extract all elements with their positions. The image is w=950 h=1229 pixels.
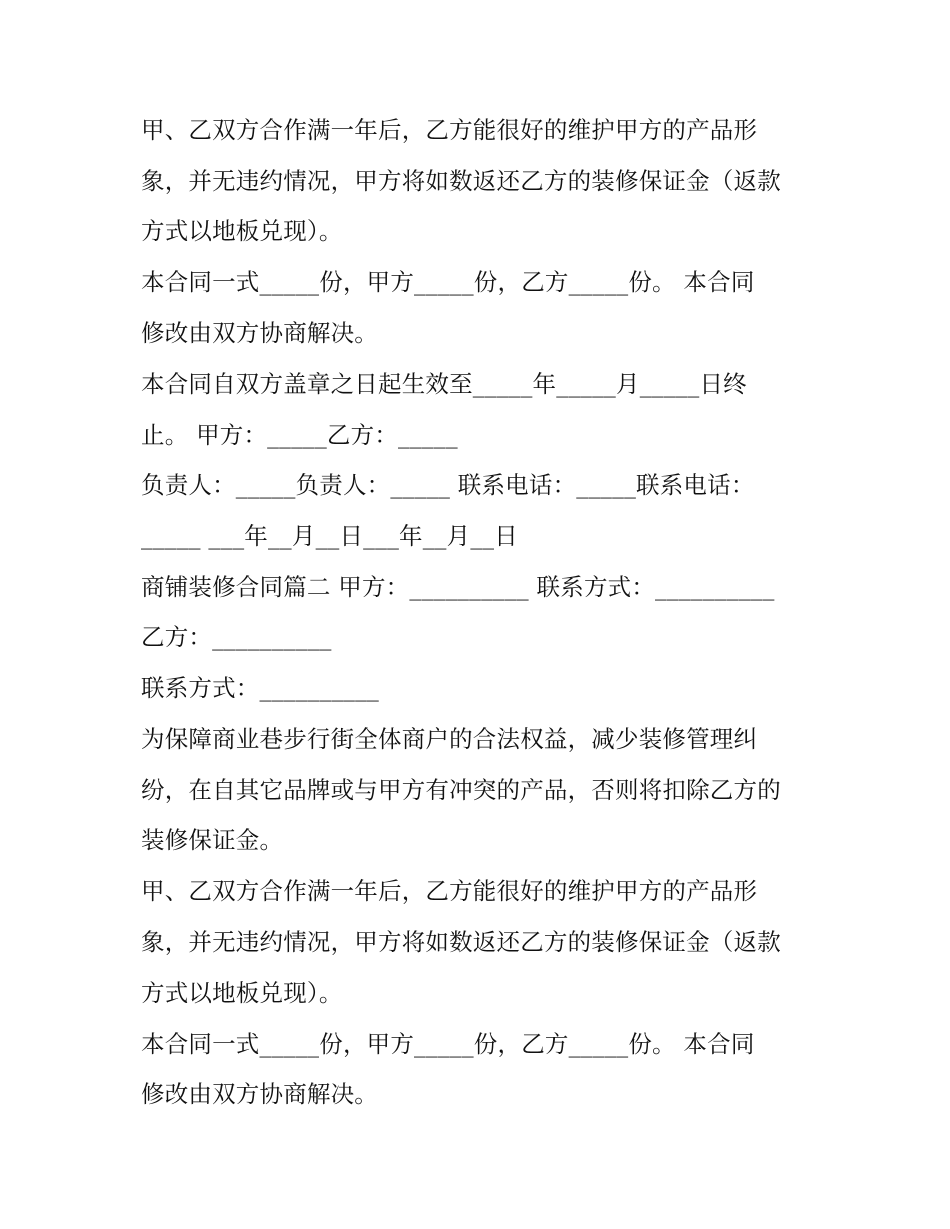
text-line: 负责人：_____负责人：_____ 联系电话：_____联系电话： [141, 471, 755, 499]
text-line: 修改由双方协商解决。 [141, 319, 378, 347]
text-line: 本合同一式_____份，甲方_____份，乙方_____份。 本合同 [141, 268, 755, 296]
text-line: 装修保证金。 [141, 826, 284, 854]
text-line: 方式以地板兑现）。 [141, 217, 343, 245]
text-line: 甲、乙双方合作满一年后，乙方能很好的维护甲方的产品形 [141, 877, 758, 905]
text-line: 方式以地板兑现）。 [141, 979, 343, 1007]
text-line: 联系方式：__________ [141, 674, 379, 702]
text-line: 为保障商业巷步行街全体商户的合法权益，减少装修管理纠 [141, 725, 758, 753]
text-line: 象，并无违约情况，甲方将如数返还乙方的装修保证金（返款 [141, 928, 781, 956]
text-line: 商铺装修合同篇二 甲方：__________ 联系方式：__________ [141, 573, 775, 601]
text-line: 甲、乙双方合作满一年后，乙方能很好的维护甲方的产品形 [141, 116, 758, 144]
text-line: 本合同一式_____份，甲方_____份，乙方_____份。 本合同 [141, 1030, 755, 1058]
text-line: 本合同自双方盖章之日起生效至_____年_____月_____日终 [141, 370, 747, 398]
text-line: 止。 甲方：_____乙方：_____ [141, 421, 458, 449]
text-line: 乙方：__________ [141, 623, 332, 651]
text-line: 象，并无违约情况，甲方将如数返还乙方的装修保证金（返款 [141, 167, 781, 195]
text-line: 修改由双方协商解决。 [141, 1080, 378, 1108]
text-line: 纷，在自其它品牌或与甲方有冲突的产品，否则将扣除乙方的 [141, 776, 781, 804]
text-line: _____ ___年__月__日___年__月__日 [141, 522, 518, 550]
